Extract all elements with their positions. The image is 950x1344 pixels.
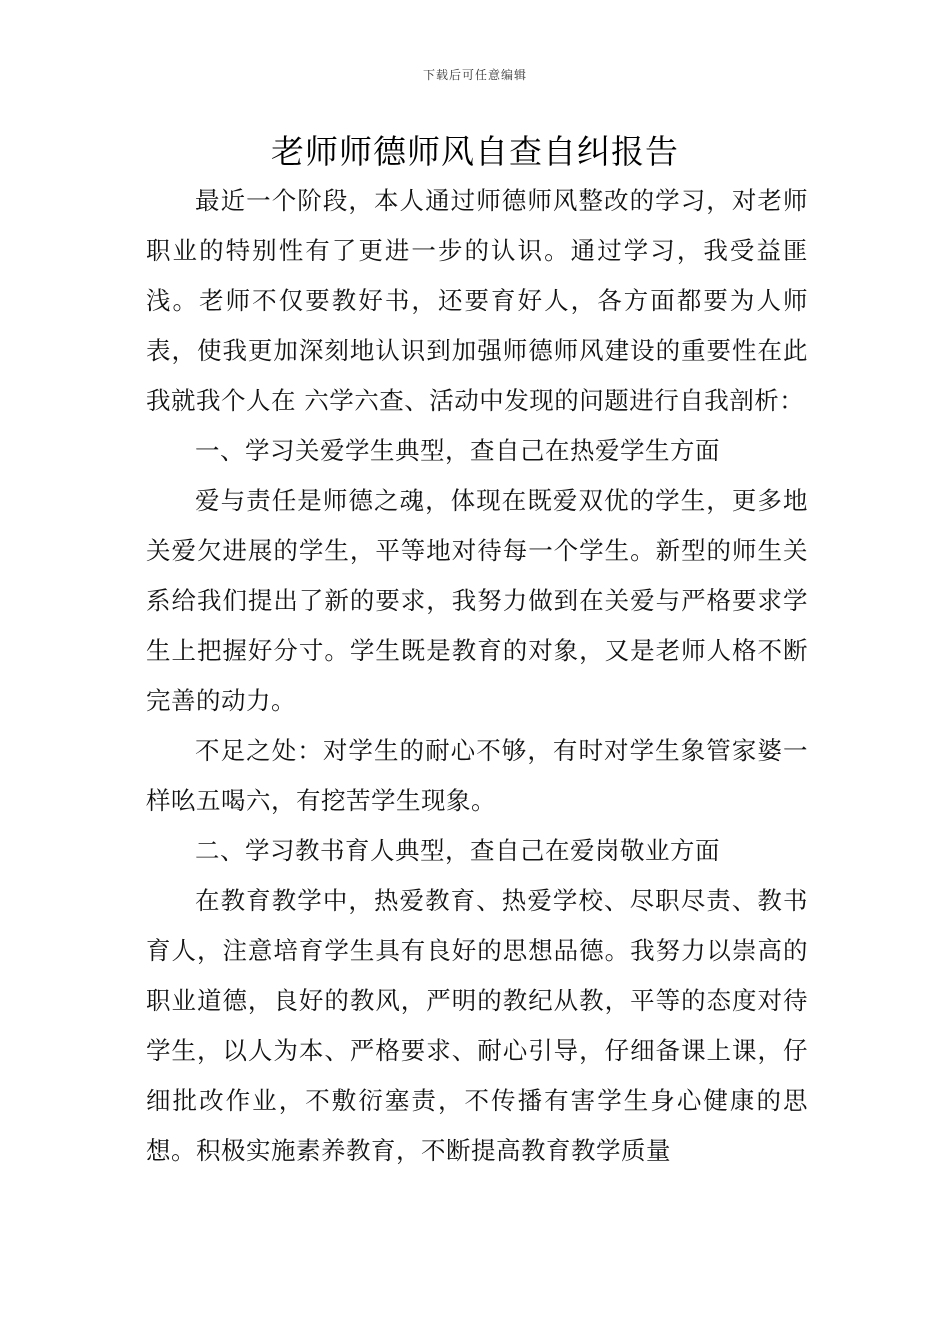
paragraph-section-2: 在教育教学中，热爱教育、热爱学校、尽职尽责、教书育人，注意培育学生具有良好的思想品德。我努力以崇高的职业道德，良好的教风，严明的教纪从教，平等的态度对待学生，以人为本、严格要求、耐心引导，仔细备课上课，仔细批改作业，不敷衍塞责，不传播有害学生身心健康的思想。积极实施素养教育，不断提高教育教学质量 bbox=[146, 886, 808, 1165]
document-body bbox=[146, 176, 808, 1176]
document-title: 老师师德师风自查自纠报告 bbox=[271, 132, 679, 171]
paragraph-intro: 最近一个阶段，本人通过师德师风整改的学习，对老师职业的特别性有了更进一步的认识。通过学习，我受益匪浅。老师不仅要教好书，还要育好人，各方面都要为人师表，使我更加深刻地认识到加强师德师风建设的重要性在此我就我个人在 六学六查、活动中发现的问题进行自我剖析： bbox=[146, 186, 808, 415]
section-heading-2: 二、学习教书育人典型，查自己在爱岗敬业方面 bbox=[195, 836, 720, 865]
header-note: 下载后可任意编辑 bbox=[422, 68, 527, 82]
paragraph-section-1: 爱与责任是师德之魂，体现在既爱双优的学生，更多地关爱欠进展的学生，平等地对待每一个学生。新型的师生关系给我们提出了新的要求，我努力做到在关爱与严格要求学生上把握好分寸。学生既是教育的对象，又是老师人格不断完善的动力。 bbox=[146, 486, 808, 715]
paragraph-shortcomings-1: 不足之处：对学生的耐心不够，有时对学生象管家婆一样吆五喝六，有挖苦学生现象。 bbox=[146, 736, 808, 815]
section-heading-1: 一、学习关爱学生典型，查自己在热爱学生方面 bbox=[195, 436, 720, 465]
